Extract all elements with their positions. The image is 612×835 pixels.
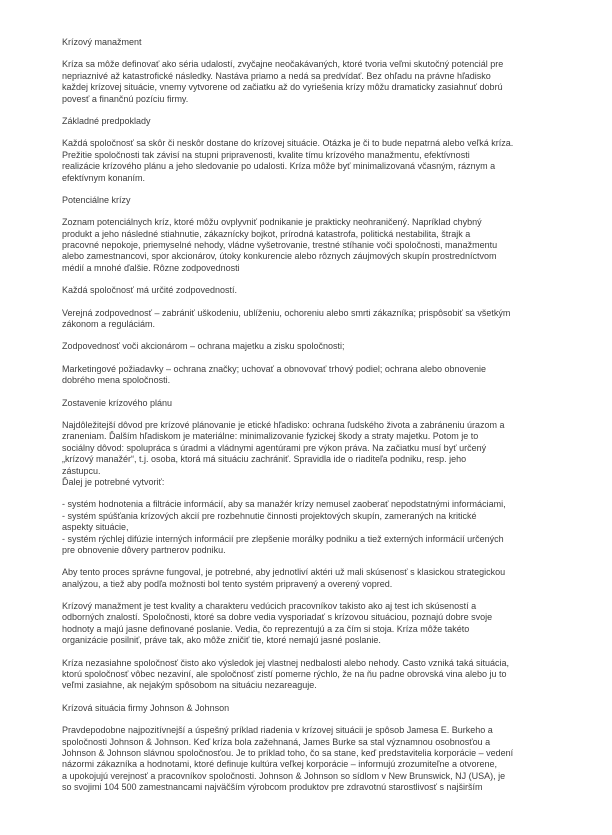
text-line: každej krízovej situácie, vnemy vytvorene od začiatku až do vyriešenia krízy môžu dramaticky zasiahnuť dobrú [62, 82, 503, 93]
paragraph [62, 285, 568, 296]
paragraph [62, 341, 568, 352]
text-line: Verejná zodpovednosť – zabrániť uškodeniu, ublíženiu, ochoreniu alebo smrti zákazníka; prispôsobiť sa všetkým [62, 307, 511, 318]
section-heading [62, 37, 568, 48]
paragraph [62, 420, 568, 488]
paragraph [62, 658, 568, 692]
text-line: Každá spoločnosť má určité zodpovedností. [62, 285, 237, 296]
section-heading [62, 703, 568, 714]
text-line: so svojimi 104 500 zamestnancami najväčším výrobcom produktov pre zdravotnú starostlivosť s najširším [62, 782, 483, 793]
text-line: Krízová situácia firmy Johnson & Johnson [62, 702, 230, 713]
text-line: veľmi zasiahne, ak nejakým spôsobom na situáciu nezareaguje. [62, 680, 317, 691]
text-line: alebo zamestnancovi, spor akcionárov, útoky konkurencie alebo rôznych záujmových skupín prostredníctvom [62, 251, 497, 262]
text-line: produkt a jeho následné stiahnutie, zákaznícky bojkot, prírodná katastrofa, politická nestabilita, štrajk a [62, 228, 471, 239]
text-line: a upokojujú verejnosť a pracovníkov spoločnosti. Johnson & Johnson so sídlom v New Brunswick, NJ (USA), je [62, 770, 506, 781]
text-line: efektívnym konaním. [62, 172, 146, 183]
text-line: Kríza nezasiahne spoločnosť čisto ako výsledok jej vlastnej nedbalosti alebo nehody. Casto vzniká taká situácia, [62, 657, 509, 668]
text-line: povesť a finančnú pozíciu firmy. [62, 93, 189, 104]
text-line: Prežitie spoločnosti tak závisí na stupni pripravenosti, kvalite tímu krízového manažmentu, efektívnosti [62, 149, 470, 160]
text-line: Kríza sa môže definovať ako séria udalostí, zvyčajne neočakávaných, ktoré tvoria veľmi skutočný potenciál pre [62, 59, 504, 70]
text-line: aspekty situácie, [62, 522, 129, 533]
text-line: realizácie krízového plánu a jeho sledovanie po udalosti. Kríza môže byť minimalizovaná včasným, ráznym a [62, 161, 496, 172]
section-heading [62, 116, 568, 127]
text-line: zraneniam. Ďalším hľadiskom je materiálne: minimalizovanie fyzickej škody a straty majetku. Potom je to [62, 431, 479, 442]
text-line: zástupcu. [62, 465, 101, 476]
paragraph [62, 567, 568, 590]
text-line: - systém hodnotenia a filtrácie informácií, aby sa manažér krízy nemusel zaoberať nepodstatnými informáciami, [62, 499, 506, 510]
text-line: - systém spúšťania krízových akcií pre rozbehnutie činnosti projektových skupín, zameraných na kritické [62, 510, 477, 521]
text-line: Najdôležitejší dôvod pre krízové plánovanie je etické hľadisko: ochrana ľudského života a zabráneniu úrazom a [62, 419, 505, 430]
text-line: Krízový manažment [62, 37, 142, 47]
text-line: Johnson & Johnson slávnou spoločnosťou. Je to príklad toho, čo sa stane, keď predstavitelia korporácie – vedení [62, 747, 514, 758]
text-line: pracovné nepokoje, priemyselné nehody, vládne vyšetrovanie, trestné stíhanie voči spoločnosti, manažmentu [62, 240, 498, 251]
paragraph [62, 601, 568, 647]
text-line: Aby tento proces správne fungoval, je potrebné, aby jednotliví aktéri už mali skúsenosť s klasickou strategickou [62, 567, 506, 578]
section-heading [62, 398, 568, 409]
text-line: médií a mnohé ďalšie. Rôzne zodpovednosti [62, 262, 240, 273]
text-line: analýzou, a tiež aby podľa možnosti bol tento systém pripravený a overený vopred. [62, 578, 393, 589]
text-line: Krízový manažment je test kvality a charakteru vedúcich pracovníkov takisto ako aj test ich skúseností a [62, 601, 477, 612]
paragraph [62, 499, 568, 556]
text-line: organizácie posilniť, práve tak, ako môže zničiť tie, ktoré nemajú jasné poslanie. [62, 635, 381, 646]
text-line: Zostavenie krízového plánu [62, 397, 173, 408]
text-line: názormi zákazníka a hodnotami, ktoré definuje kultúra veľkej korporácie – informujú zrozumiteľne a otvorene, [62, 759, 497, 770]
paragraph [62, 364, 568, 387]
paragraph [62, 725, 568, 793]
section-heading [62, 195, 568, 206]
text-line: „krízový manažér“, t.j. osoba, ktorá má situáciu zachrániť. Spravidla ide o riaditeľa podniku, resp. jeho [62, 454, 467, 465]
text-line: Pravdepodobne najpozitívnejší a úspešný príklad riadenia v krízovej situácii je spôsob Jamesa E. Burkeho a [62, 725, 493, 736]
paragraph [62, 138, 568, 184]
text-line: - systém rýchlej difúzie interných informácií pre zlepšenie morálky podniku a tiež externých informácií určených [62, 533, 504, 544]
paragraph [62, 59, 568, 105]
text-line: zákonom a reguláciám. [62, 319, 156, 330]
text-line: ktorú spoločnosť vôbec nezaviní, ale spoločnosť zistí pomerne rýchlo, že na ňu padne obrovská vina alebo ju to [62, 669, 507, 680]
text-line: Marketingové požiadavky – ochrana značky; uchovať a obnovovať trhový podiel; ochrana alebo obnovenie [62, 363, 487, 374]
text-line: Základné predpoklady [62, 115, 151, 126]
text-line: nepriaznivé až katastrofické následky. Nastáva priamo a nedá sa predvídať. Bez ohľadu na právne hľadisko [62, 70, 491, 81]
text-line: spoločnosti Johnson & Johnson. Keď kríza bola zažehnaná, James Burke sa stal významnou osobnosťou a [62, 736, 491, 747]
text-line: Zodpovednosť voči akcionárom – ochrana majetku a zisku spoločnosti; [62, 341, 345, 352]
paragraph [62, 308, 568, 331]
text-line: Každá spoločnosť sa skôr či neskôr dostane do krízovej situácie. Otázka je či to bude nepatrná alebo veľká kríza. [62, 138, 514, 149]
text-line: Potenciálne krízy [62, 194, 131, 205]
text-line: Ďalej je potrebné vytvoriť: [62, 476, 165, 487]
text-line: dobrého mena spoločnosti. [62, 375, 171, 386]
text-line: hodnoty a majú jasne definované poslanie. Vedia, čo reprezentujú a za čím si stoja. Kríza môže takéto [62, 623, 470, 634]
text-line: pre obnovenie dôvery partnerov podniku. [62, 544, 226, 555]
text-line: Zoznam potenciálnych kríz, ktoré môžu ovplyvniť podnikanie je prakticky neohraničený. Napríklad chybný [62, 217, 482, 228]
paragraph [62, 217, 568, 274]
text-line: sociálny dôvod: spolupráca s úradmi a vládnymi agentúrami pre výkon práva. Na začiatku musí byť určený [62, 442, 487, 453]
text-line: odborných znalostí. Spoločnosti, ktoré sa dobre vedia vysporiadať s krízovou situáciou, poznajú dobre svoje [62, 612, 493, 623]
